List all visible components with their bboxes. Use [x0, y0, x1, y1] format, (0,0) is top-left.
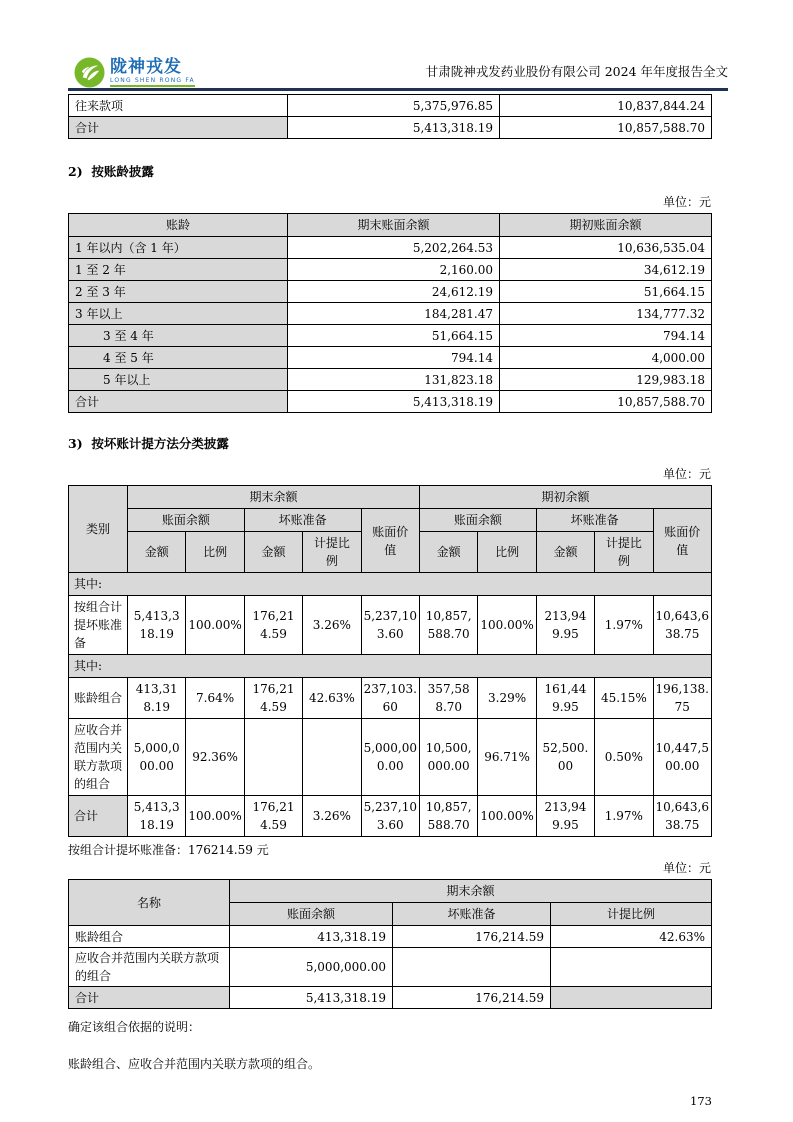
table-cell: 176,214.59 — [244, 596, 302, 655]
table-cell: 5,237,103.60 — [361, 596, 419, 655]
column-header: 账面价值 — [653, 509, 711, 573]
table-cell: 1 年以内（含 1 年） — [69, 237, 288, 259]
column-header: 坏账准备 — [393, 903, 551, 926]
column-header: 金额 — [419, 532, 477, 573]
table-cell — [244, 719, 302, 796]
table-cell: 10,447,500.00 — [653, 719, 711, 796]
table-row — [69, 391, 712, 413]
table-cell: 5,000,000.00 — [230, 948, 393, 987]
table-cell: 其中: — [69, 655, 712, 678]
table-cell: 100.00% — [186, 796, 244, 837]
column-header: 期初余额 — [419, 486, 711, 509]
table-cell: 357,588.70 — [419, 678, 477, 719]
table-row — [69, 95, 712, 117]
table-cell: 10,643,638.75 — [653, 596, 711, 655]
table-row — [69, 259, 712, 281]
column-header: 金额 — [536, 532, 594, 573]
table-cell: 2 至 3 年 — [69, 281, 288, 303]
table-cell: 51,664.15 — [288, 325, 500, 347]
table-cell: 5,413,318.19 — [128, 796, 186, 837]
table-cell: 24,612.19 — [288, 281, 500, 303]
table-cell: 213,949.95 — [536, 796, 594, 837]
table-cell: 4 至 5 年 — [69, 347, 288, 369]
table-cell: 4,000.00 — [500, 347, 712, 369]
table-cell: 5,237,103.60 — [361, 796, 419, 837]
brand-subtitle: LONG SHEN RONG FA — [110, 78, 195, 87]
table-cell: 176,214.59 — [393, 987, 551, 1009]
column-header: 计提比例 — [551, 903, 712, 926]
table-cell: 7.64% — [186, 678, 244, 719]
header-rule — [68, 88, 728, 91]
table-header-row — [69, 486, 712, 509]
composition-note-title: 确定该组合依据的说明： — [68, 1020, 201, 1034]
table-cell: 100.00% — [478, 796, 536, 837]
table-cell: 10,857,588.70 — [500, 117, 712, 139]
table-cell: 134,777.32 — [500, 303, 712, 325]
table-row — [69, 325, 712, 347]
table-cell: 5,413,318.19 — [230, 987, 393, 1009]
table-row — [69, 948, 712, 987]
table-cell: 196,138.75 — [653, 678, 711, 719]
table-row — [69, 281, 712, 303]
table-cell: 5,413,318.19 — [128, 596, 186, 655]
column-header: 期末账面余额 — [288, 214, 500, 237]
table-row — [69, 987, 712, 1009]
table-cell: 42.63% — [551, 926, 712, 948]
table-cell: 100.00% — [186, 596, 244, 655]
table-cell — [393, 948, 551, 987]
table-row — [69, 719, 712, 796]
provision-note: 按组合计提坏账准备：176214.59 元 — [68, 843, 269, 857]
logo-icon — [74, 57, 105, 88]
page-header — [68, 0, 728, 88]
aging-table — [68, 213, 712, 413]
table-row — [69, 596, 712, 655]
table-cell: 45.15% — [595, 678, 653, 719]
table-cell: 合计 — [69, 987, 230, 1009]
table-header-row — [69, 880, 712, 903]
table-cell: 其中: — [69, 573, 712, 596]
column-header: 坏账准备 — [536, 509, 653, 532]
table-cell: 5 年以上 — [69, 369, 288, 391]
table-cell: 5,000,000.00 — [361, 719, 419, 796]
table-cell: 按组合计提坏账准备 — [69, 596, 128, 655]
table-cell: 3.29% — [478, 678, 536, 719]
table-cell: 5,000,000.00 — [128, 719, 186, 796]
table-cell: 5,413,318.19 — [288, 117, 500, 139]
table-cell: 合计 — [69, 796, 128, 837]
brand-block — [110, 56, 195, 87]
table-cell: 10,857,588.70 — [500, 391, 712, 413]
table-cell: 应收合并范围内关联方款项的组合 — [69, 948, 230, 987]
table-cell: 794.14 — [500, 325, 712, 347]
report-title: 甘肃陇神戎发药业股份有限公司 2024 年年度报告全文 — [425, 64, 728, 79]
table-cell: 176,214.59 — [244, 796, 302, 837]
table-cell: 1.97% — [595, 796, 653, 837]
table-row — [69, 347, 712, 369]
table-row — [69, 678, 712, 719]
table-cell: 10,837,844.24 — [500, 95, 712, 117]
composition-note: 账龄组合、应收合并范围内关联方款项的组合。 — [68, 1057, 321, 1071]
table-cell — [551, 987, 712, 1009]
table-row — [69, 796, 712, 837]
table-cell: 10,500,000.00 — [419, 719, 477, 796]
table-cell — [303, 719, 361, 796]
table-cell: 3 年以上 — [69, 303, 288, 325]
table-cell: 10,857,588.70 — [419, 796, 477, 837]
table-cell: 96.71% — [478, 719, 536, 796]
column-header: 比例 — [186, 532, 244, 573]
unit-label: 单位：元 — [662, 861, 711, 875]
table-row — [69, 573, 712, 596]
table-cell: 账龄组合 — [69, 678, 128, 719]
column-header: 坏账准备 — [244, 509, 361, 532]
column-header: 期初账面余额 — [500, 214, 712, 237]
table-cell — [551, 948, 712, 987]
table-row — [69, 369, 712, 391]
column-header: 比例 — [478, 532, 536, 573]
table-cell: 51,664.15 — [500, 281, 712, 303]
table-cell: 10,636,535.04 — [500, 237, 712, 259]
table-cell: 应收合并范围内关联方款项的组合 — [69, 719, 128, 796]
table-cell: 往来款项 — [69, 95, 288, 117]
section2-heading: 2) 按账龄披露 — [68, 164, 154, 179]
carryover-table — [68, 94, 712, 139]
column-header: 金额 — [244, 532, 302, 573]
method-table — [68, 485, 712, 837]
table-cell: 1.97% — [595, 596, 653, 655]
table-cell: 129,983.18 — [500, 369, 712, 391]
table-cell: 账龄组合 — [69, 926, 230, 948]
table-row — [69, 655, 712, 678]
table-header-row — [69, 509, 712, 532]
unit-label: 单位：元 — [662, 467, 711, 481]
table-cell: 10,857,588.70 — [419, 596, 477, 655]
unit-label: 单位：元 — [662, 195, 711, 209]
table-cell: 161,449.95 — [536, 678, 594, 719]
table-cell: 794.14 — [288, 347, 500, 369]
page-number: 173 — [690, 1094, 712, 1108]
table-cell: 1 至 2 年 — [69, 259, 288, 281]
table-cell: 34,612.19 — [500, 259, 712, 281]
table-header-row — [69, 214, 712, 237]
column-header: 金额 — [128, 532, 186, 573]
table-cell: 184,281.47 — [288, 303, 500, 325]
table-row — [69, 237, 712, 259]
table-row — [69, 303, 712, 325]
table-cell: 237,103.60 — [361, 678, 419, 719]
brand-name: 陇神戎发 — [110, 56, 182, 77]
column-header: 计提比例 — [595, 532, 653, 573]
table-cell: 100.00% — [478, 596, 536, 655]
table-cell: 5,413,318.19 — [288, 391, 500, 413]
table-cell: 413,318.19 — [230, 926, 393, 948]
table-cell: 合计 — [69, 391, 288, 413]
column-header: 名称 — [69, 880, 230, 926]
column-header: 期末余额 — [128, 486, 420, 509]
section3-heading: 3) 按坏账计提方法分类披露 — [68, 436, 229, 451]
table-row — [69, 926, 712, 948]
column-header: 账龄 — [69, 214, 288, 237]
table-cell: 3.26% — [303, 596, 361, 655]
company-logo — [68, 57, 195, 88]
table-cell: 176,214.59 — [393, 926, 551, 948]
table-row — [69, 117, 712, 139]
column-header: 期末余额 — [230, 880, 712, 903]
column-header: 账面余额 — [128, 509, 245, 532]
table-cell: 5,375,976.85 — [288, 95, 500, 117]
column-header: 账面价值 — [361, 509, 419, 573]
column-header: 账面余额 — [419, 509, 536, 532]
table-cell: 92.36% — [186, 719, 244, 796]
table-cell: 3.26% — [303, 796, 361, 837]
table-cell: 42.63% — [303, 678, 361, 719]
portfolio-table — [68, 879, 712, 1009]
table-cell: 合计 — [69, 117, 288, 139]
table-cell: 413,318.19 — [128, 678, 186, 719]
table-cell: 131,823.18 — [288, 369, 500, 391]
table-cell: 3 至 4 年 — [69, 325, 288, 347]
table-cell: 52,500.00 — [536, 719, 594, 796]
table-cell: 176,214.59 — [244, 678, 302, 719]
column-header: 账面余额 — [230, 903, 393, 926]
table-cell: 0.50% — [595, 719, 653, 796]
table-cell: 213,949.95 — [536, 596, 594, 655]
table-cell: 2,160.00 — [288, 259, 500, 281]
column-header: 类别 — [69, 486, 128, 573]
column-header: 计提比例 — [303, 532, 361, 573]
table-cell: 10,643,638.75 — [653, 796, 711, 837]
table-cell: 5,202,264.53 — [288, 237, 500, 259]
